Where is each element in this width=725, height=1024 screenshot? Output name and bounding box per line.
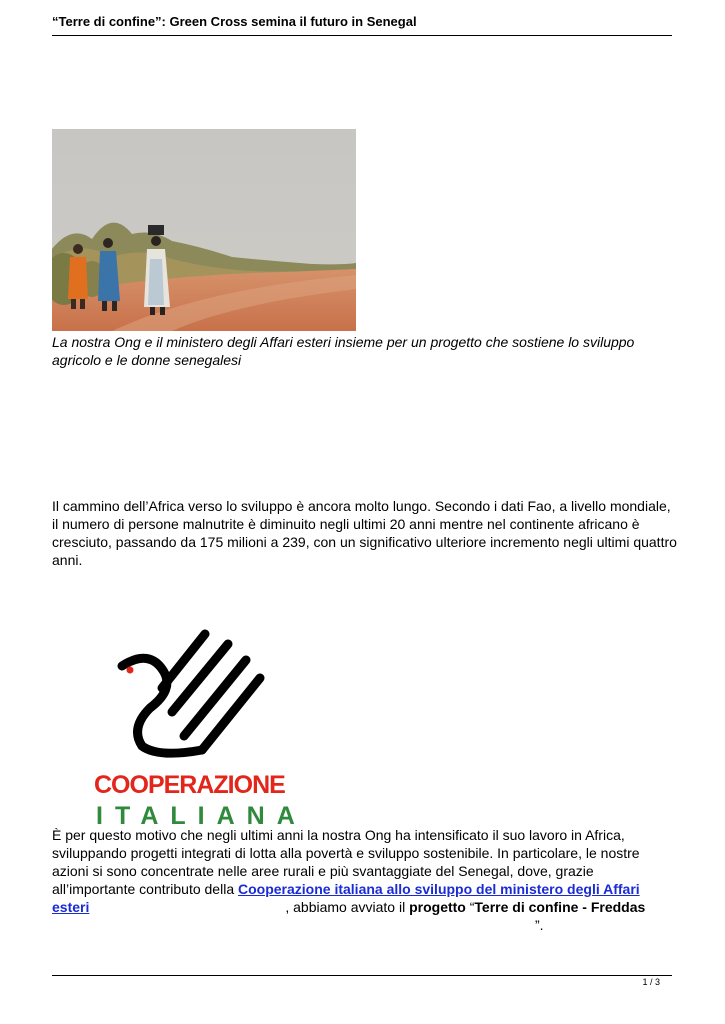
- body-paragraph-2: [52, 826, 677, 934]
- quote-close: ”.: [535, 917, 544, 933]
- footer-divider: [52, 975, 672, 976]
- paragraph-2-middle: , abbiamo avviato il: [285, 899, 410, 915]
- project-title: Terre di confine - Freddas: [474, 899, 646, 915]
- quote-open: “: [465, 899, 475, 915]
- cooperazione-italiana-logo: [90, 628, 320, 828]
- project-label: progetto: [409, 899, 466, 915]
- page-number: 1 / 3: [642, 977, 660, 987]
- header-divider: [52, 35, 672, 36]
- logo-text-cooperazione: COOPERAZIONE: [94, 771, 285, 799]
- photo-caption: La nostra Ong e il ministero degli Affari esteri insieme per un progetto che sostiene lo sviluppo agricolo e le donne senegalesi: [52, 334, 635, 368]
- body-paragraph-1: Il cammino dell’Africa verso lo sviluppo è ancora molto lungo. Secondo i dati Fao, a livello mondiale, il numero di persone malnutrite è diminuito negli ultimi 20 anni mentre nel continente africano è cresciuto, passando da 175 milioni a 239, con un significativo ulteriore incremento negli ultimi quattro anni.: [52, 498, 677, 568]
- paragraph-2-intro: È per questo motivo che negli ultimi anni la nostra Ong ha intensificato il suo lavoro in Africa, sviluppando progetti integrati di lotta alla povertà e sviluppo sostenibile. In particolare, le nostre azioni si sono concentrate nelle aree rurali e più svantaggiate del Senegal, dove, grazie all’importante contributo della: [52, 827, 640, 897]
- women-walking-road-image: [52, 129, 356, 331]
- page-header-title: “Terre di confine”: Green Cross semina il futuro in Senegal: [52, 14, 417, 29]
- logo-text-italiana: ITALIANA: [96, 802, 307, 828]
- dove-hand-icon: [122, 634, 260, 753]
- article-photo: [52, 129, 356, 331]
- cooperazione-link[interactable]: Cooperazione italiana allo sviluppo del ministero degli Affari esteri: [52, 881, 640, 915]
